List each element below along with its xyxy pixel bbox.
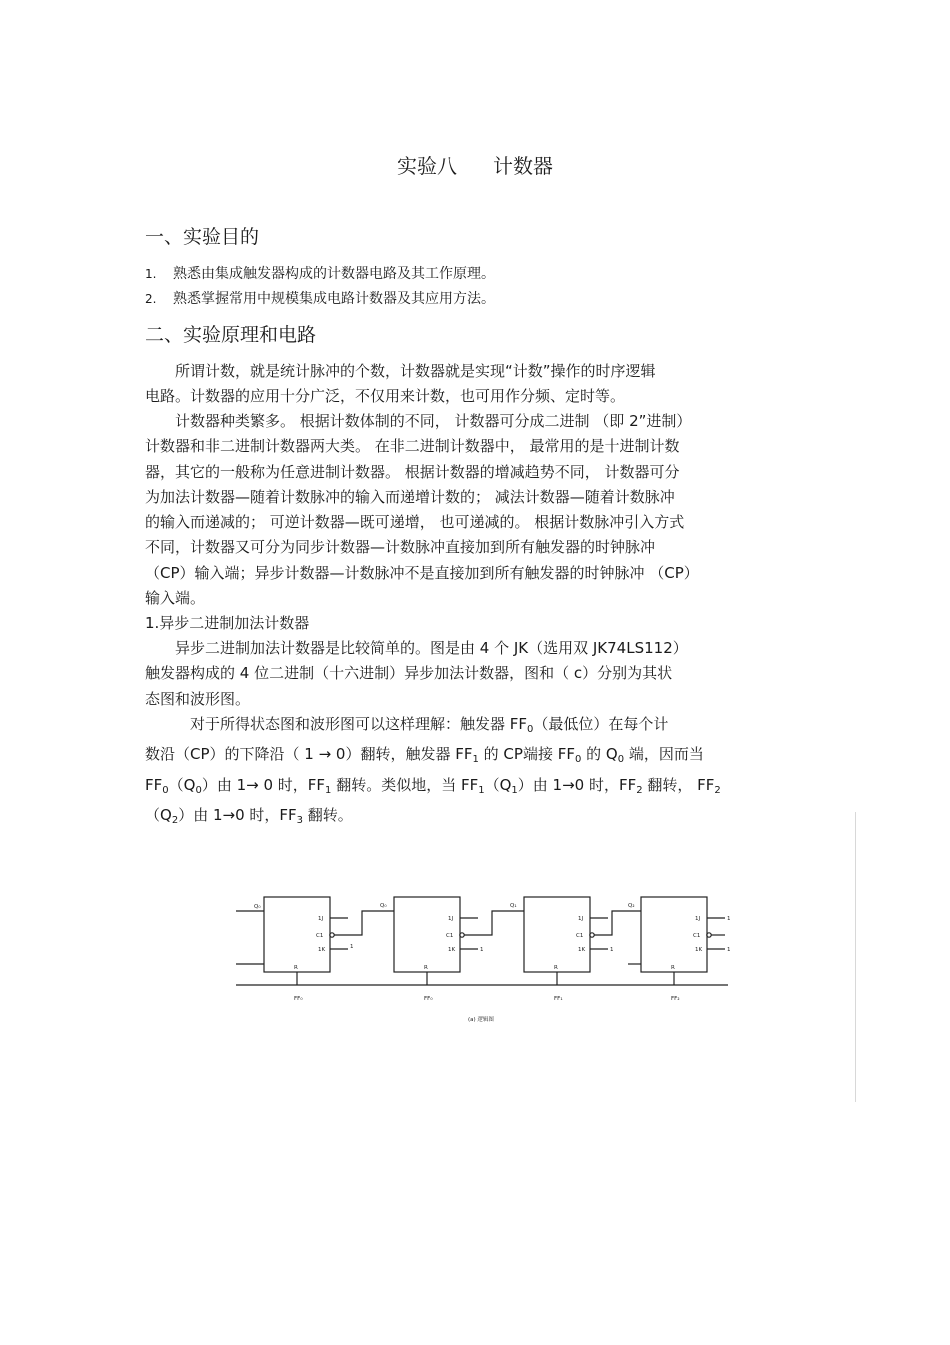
pin-r: R [424, 965, 428, 971]
pin-1k: 1K [578, 947, 586, 953]
text-line: 计数器种类繁多。 根据计数体制的不同， 计数器可分成二进制 （即 2”进制） [145, 412, 692, 430]
text-line: 器，其它的一般称为任意进制计数器。 根据计数器的增减趋势不同， 计数器可分 [145, 462, 680, 481]
text-line: $FF_0(Q_0)$由 1→ 0 时，$FF_1$ 翻转。类似地，当 $FF_1(Q_1)$由 1→0 时，$FF_2$ 翻转， $FF_2$ [145, 775, 721, 796]
text-line: 异步二进制加法计数器是比较简单的。图是由 4 个 JK（选用双 JK74LS112） [145, 639, 688, 657]
pin-c1: C1 [693, 933, 701, 939]
counter-logic-diagram [228, 885, 748, 1035]
text-line: 输入端。 [145, 589, 206, 608]
pin-r: R [671, 965, 675, 971]
q-label: Q₁ [510, 903, 517, 909]
pin-1j: 1J [318, 916, 324, 922]
pin-1k: 1K [448, 947, 456, 953]
text-line: 为加法计数器—随着计数脉冲的输入而递增计数的； 减法计数器—随着计数脉冲 [145, 487, 675, 506]
pin-c1: C1 [446, 933, 454, 939]
text-line: 的输入而递减的； 可逆计数器—既可递增， 也可递减的。 根据计数脉冲引入方式 [145, 513, 685, 532]
ff-label: FF₀ [294, 996, 303, 1002]
text-line: 数沿（CP）的下降沿（ 1 → 0）翻转，触发器 $FF_1$ 的 CP端接 $FF_0$ 的 $Q_0$ 端，因而当 [145, 745, 704, 766]
pin-c1: C1 [576, 933, 584, 939]
list-text: 熟悉掌握常用中规模集成电路计数器及其应用方法。 [173, 291, 495, 307]
text-line: 对于所得状态图和波形图可以这样理解：触发器 $FF_0$（最低位）在每个计 [145, 715, 669, 735]
list-number: 1. [145, 267, 157, 281]
title-part2: 计数器 [493, 154, 553, 178]
logic-one: 1 [350, 944, 354, 950]
paragraph-async [145, 636, 805, 712]
logic-one: 1 [727, 947, 731, 953]
text-line: 电路。计数器的应用十分广泛，不仅用来计数，也可用作分频、定时等。 [145, 387, 626, 406]
section1-heading: 一、实验目的 [145, 226, 260, 248]
subsection-heading [145, 611, 805, 636]
pin-1k: 1K [318, 947, 326, 953]
q-label: Q₀ [254, 904, 261, 910]
paragraph-explain [145, 712, 805, 833]
pin-1k: 1K [695, 947, 703, 953]
q-label: Q₀ [380, 903, 387, 909]
objective-item-1 [145, 263, 495, 283]
q-label: Q₂ [628, 903, 635, 909]
ff-label: FF₂ [671, 996, 680, 1002]
pin-1j: 1J [695, 916, 701, 922]
pin-1j: 1J [448, 916, 454, 922]
pin-1j: 1J [578, 916, 584, 922]
pin-r: R [294, 965, 298, 971]
logic-one: 1 [480, 947, 484, 953]
ff-label: FF₀ [424, 996, 433, 1002]
paragraph-intro [145, 359, 805, 410]
page-title [0, 150, 950, 179]
subsection-title: 1.异步二进制加法计数器 [145, 614, 310, 632]
pin-r: R [554, 965, 558, 971]
text-line: 态图和波形图。 [145, 689, 251, 708]
objective-item-2 [145, 288, 495, 308]
ff-label: FF₁ [554, 996, 563, 1002]
list-number: 2. [145, 292, 157, 306]
title-part1: 实验八 [397, 154, 457, 178]
logic-one: 1 [727, 916, 731, 922]
text-line: 触发器构成的 4 位二进制（十六进制）异步加法计数器，图和（ c）分别为其状 [145, 664, 673, 683]
text-line: （CP）输入端；异步计数器—计数脉冲不是直接加到所有触发器的时钟脉冲 （CP） [145, 563, 699, 582]
paragraph-types [145, 409, 805, 611]
logic-one: 1 [610, 947, 614, 953]
text-line: 不同，计数器又可分为同步计数器—计数脉冲直接加到所有触发器的时钟脉冲 [145, 538, 656, 557]
text-line: $(Q_2)$由 1→0 时，$FF_3$ 翻转。 [145, 805, 353, 826]
list-text: 熟悉由集成触发器构成的计数器电路及其工作原理。 [173, 266, 495, 282]
text-line: 计数器和非二进制计数器两大类。 在非二进制计数器中， 最常用的是十进制计数 [145, 437, 680, 456]
section2-heading: 二、实验原理和电路 [145, 324, 317, 346]
text-line: 所谓计数，就是统计脉冲的个数，计数器就是实现“计数”操作的时序逻辑 [145, 362, 656, 380]
page-edge-line [855, 812, 856, 1102]
diagram-caption: (a) 逻辑图 [468, 1017, 494, 1023]
pin-c1: C1 [316, 933, 324, 939]
